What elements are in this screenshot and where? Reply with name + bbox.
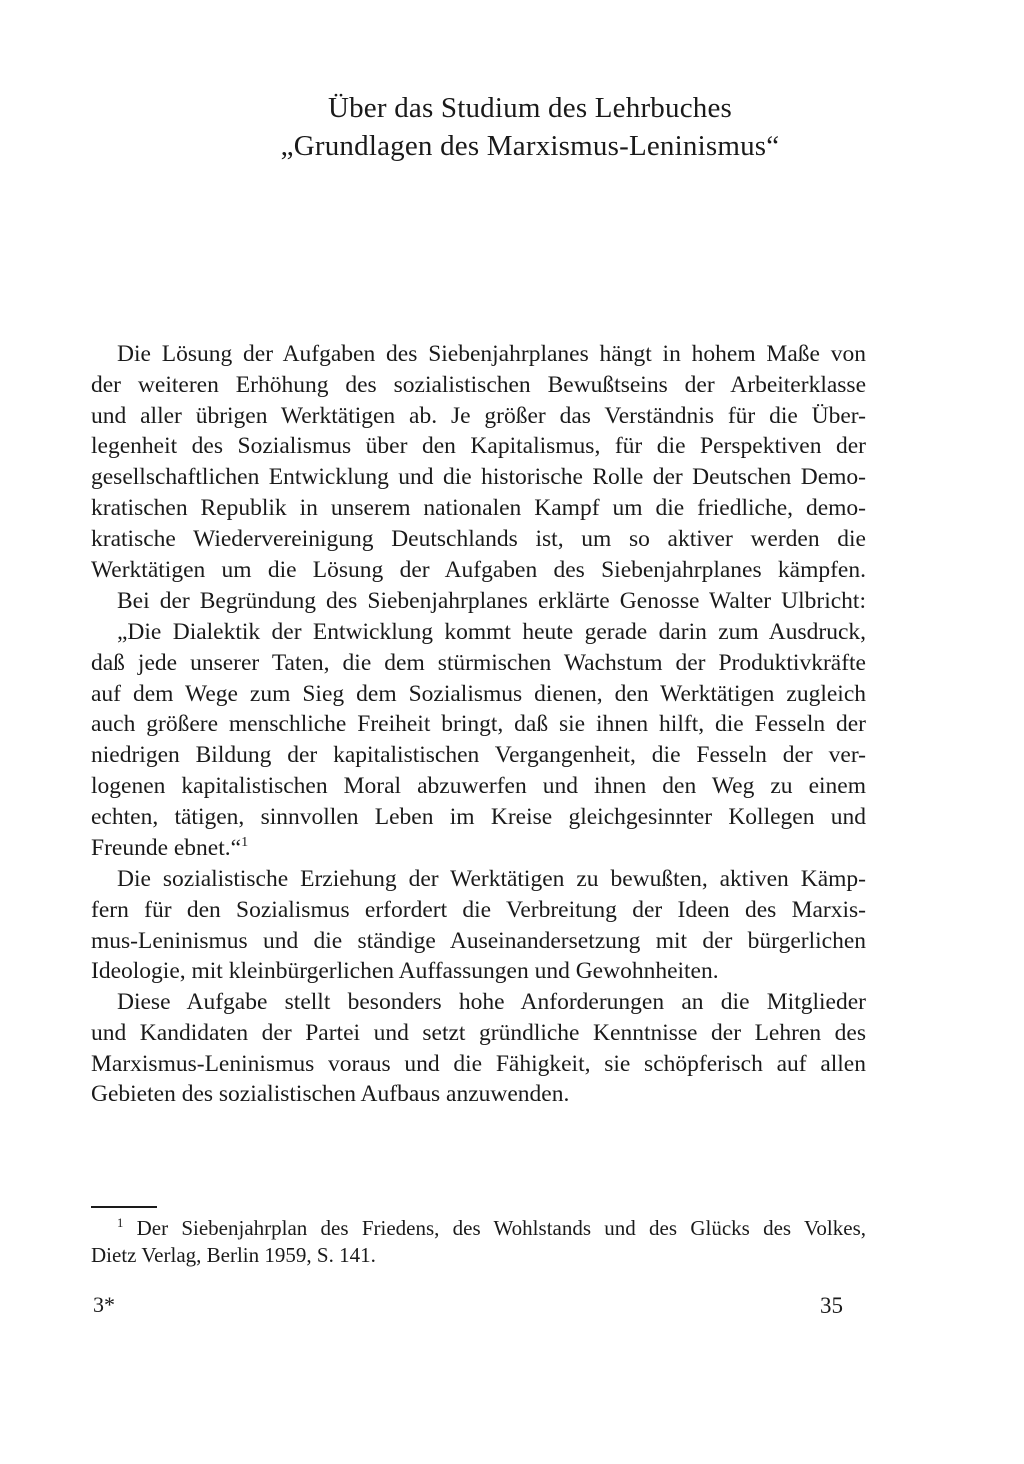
paragraph-3 [91,864,866,987]
paragraph-line: legenheit des Sozialismus über den Kapitalismus, für die Perspektiven der [91,433,866,460]
paragraph-line: Marxismus-Leninismus voraus und die Fähigkeit, sie schöpferisch auf allen [91,1050,866,1077]
footnote-text: Der Siebenjahrplan des Friedens, des Wohlstands und des Glücks des Volkes, [136,1216,867,1240]
quote-line: auch größere menschliche Freiheit bringt, daß sie ihnen hilft, die Fesseln der [91,711,866,738]
paragraph-line: und aller übrigen Werktätigen ab. Je größer das Verständnis für die Über- [91,402,866,429]
chapter-title-line-2: „Grundlagen des Marxismus-Leninismus“ [280,130,780,162]
paragraph-line: mus-Leninismus und die ständige Auseinandersetzung mit der bürgerlichen [91,927,866,954]
footnote-line-2: Dietz Verlag, Berlin 1959, S. 141. [91,1243,376,1267]
page-number: 35 [820,1293,843,1318]
paragraph-1 [91,339,866,585]
footnote-divider [91,1206,157,1208]
signature-mark: 3* [93,1292,115,1317]
paragraph-line: Diese Aufgabe stellt besonders hohe Anforderungen an die Mitglieder [117,989,866,1015]
paragraph-line: der weiteren Erhöhung des sozialistischen Bewußtseins der Arbeiterklasse [91,371,866,398]
quote-closing-text: Freunde ebnet.“ [91,834,242,861]
paragraph-line: Ideologie, mit kleinbürgerlichen Auffassungen und Gewohnheiten. [91,958,719,985]
footnote-marker: 1 [117,1216,124,1230]
footnote [91,1215,866,1269]
paragraph-line: kratischen Republik in unserem nationalen Kampf um die friedliche, demo- [91,494,866,521]
paragraph-line: Bei der Begründung des Siebenjahrplanes erklärte Genosse Walter Ulbricht: [117,588,866,614]
quote-line-last [91,833,866,864]
paragraph-line: Werktätigen um die Lösung der Aufgaben des Siebenjahrplanes kämpfen. [91,556,866,583]
paragraph-line: Gebieten des sozialistischen Aufbaus anzuwenden. [91,1081,570,1108]
quote-line: niedrigen Bildung der kapitalistischen Vergangenheit, die Fesseln der ver- [91,742,866,769]
quote-line: daß jede unserer Taten, die dem stürmischen Wachstum der Produktivkräfte [91,649,866,676]
paragraph-line: Die Lösung der Aufgaben des Siebenjahrplanes hängt in hohem Maße von [117,341,866,367]
quote-line: auf dem Wege zum Sieg dem Sozialismus dienen, den Werktätigen zugleich [91,680,866,707]
footnote-reference[interactable]: 1 [241,833,249,850]
quote-line: echten, tätigen, sinnvollen Leben im Kreise gleichgesinnter Kollegen und [91,803,866,830]
paragraph-line: kratische Wiedervereinigung Deutschlands ist, um so aktiver werden die [91,525,866,552]
chapter-title-line-1: Über das Studium des Lehrbuches [327,92,733,124]
footnote-line-1 [91,1215,866,1242]
paragraph-line: fern für den Sozialismus erfordert die Verbreitung der Ideen des Marxis- [91,896,866,923]
paragraph-line: Die sozialistische Erziehung der Werktätigen zu bewußten, aktiven Kämp- [117,866,866,892]
paragraph-2 [91,586,866,617]
quote-line: „Die Dialektik der Entwicklung kommt heute gerade darin zum Ausdruck, [117,619,866,645]
ulbricht-quote [91,617,866,863]
paragraph-line: gesellschaftlichen Entwicklung und die historische Rolle der Deutschen Demo- [91,464,866,491]
paragraph-4 [91,987,866,1110]
quote-line: logenen kapitalistischen Moral abzuwerfen und ihnen den Weg zu einem [91,772,866,799]
paragraph-line: und Kandidaten der Partei und setzt gründliche Kenntnisse der Lehren des [91,1019,866,1046]
